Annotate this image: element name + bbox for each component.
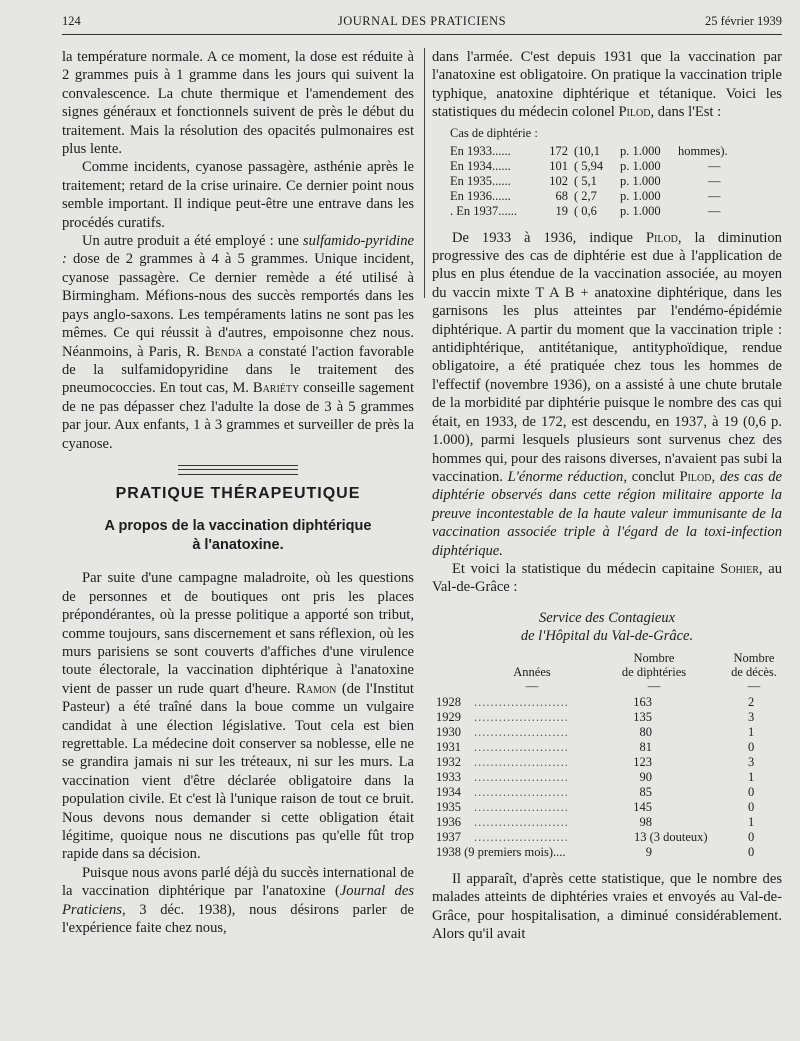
table-title: Service des Contagieux de l'Hôpital du Val-de-Grâce. [520,609,694,644]
quote: , des cas de diphtérie observés dans cette région militaire apporte la preuve incontestable de la haute valeur immunisante de la vaccination associée triple à l'égard de la toxi-infection diphtérique. [432,468,782,559]
stats-count: 68 [555,188,568,203]
col-years: Années [513,664,551,679]
cell-deces: 0 [748,844,755,859]
cell-year: 1936 [436,814,461,829]
stats-unit: p. 1.000 [620,173,661,188]
stats-row [432,159,782,174]
cell-deces: 2 [748,694,755,709]
leader-dots: ....................... [474,769,569,784]
stats-tail: — [708,203,721,218]
cell-year: 1931 [436,739,461,754]
cell-diphteries: 135 [633,709,652,724]
col-dash: — [647,678,661,693]
leader-dots: ....................... [474,709,569,724]
cell-diphteries: 145 [633,799,652,814]
table-row [432,753,782,768]
journal-title: JOURNAL DES PRATICIENS [337,14,507,28]
journal-reference: Journal des Praticiens, [62,883,414,918]
cell-diphteries: 163 [633,694,652,709]
author-name: Pilod [679,468,712,485]
cell-diphteries: 123 [633,754,652,769]
cell-diphteries: 80 [639,724,652,739]
leader-dots: ....................... [474,829,569,844]
stats-label: Cas de diphtérie : [450,125,538,140]
stats-year: . En 1937...... [450,203,518,218]
cell-diphteries: 98 [639,814,652,829]
stats-row [432,189,782,204]
cell-deces: 0 [748,739,755,754]
stats-count: 172 [549,143,568,158]
author-name: Bariéty [252,380,300,397]
author-name: Benda [204,343,243,360]
col-diphteries-1: Nombre [633,650,675,665]
paragraph: De 1933 à 1936, indique Pilod, la diminution progressive des cas de diphtérie est due à l'application de plus en plus étendue de la vaccination associée, au moyen du vaccin mixte T A B + anatoxine diphtérique, dans les garnisons les plus atteintes par l'endémo-épidémie diphtérique. A partir du moment que la vaccination triple : antidiphtérique, antitétanique, antityphoïdique, rendue obligatoire, a été pratiquée chez tous les hommes de l'effectif (novembre 1936), on a assisté à une chute brutale de la morbidité par diphtérie puisque le nombre des cas qui était, en 1933, de 172, est descendu, en 1937, à 19 (0,6 p. 1.000), parmi lesquels plusieurs sont survenus chez des hommes qui, pour des raisons diverses, n'avaient pas subi la vaccination. L'énorme réduction, conclut Pilod, des cas de diphtérie observés dans cette région militaire apporte la preuve incontestable de la haute valeur immunisante de la vaccination associée triple à l'égard de la toxi-infection diphtérique. [432,229,782,559]
cell-diphteries: 13 (3 douteux) [634,829,708,844]
paragraph: Par suite d'une campagne maladroite, où les questions de personnes et de boutiques ont pris les places prépondérantes, où la presse politique a apporté son tribut, comme toujours, sans discernement et sans réflexion, où les murs parisiens se sont couverts d'affiches d'une virulence toute électorale, la vaccination diphtérique à l'anatoxine vient de passer un rude quart d'heure. Ramon (de l'Institut Pasteur) a été traîné dans la boue comme un vulgaire candidat à une élection législative. Tout cela est bien regrettable. La médecine doit conserver sa noblesse, elle ne se grandira jamais ni sur les tréteaux, ni sur les murs. La vaccination vient d'être déclarée obligatoire dans la population civile. Et c'est là l'unique raison de tout ce bruit. Nous devons nous demander si cette obligation était légitime, quoique nous ne discutions pas qu'elle fût trop rapide dans sa décision. [62,570,414,863]
table-row [432,708,782,723]
stats-rate: ( 0,6 [574,203,597,218]
col-dash: — [525,678,539,693]
stats-unit: p. 1.000 [620,158,661,173]
stats-tail: hommes). [678,143,728,158]
author-name: Pilod [645,229,678,246]
stats-count: 19 [555,203,568,218]
col-deces-2: de décès. [731,664,777,679]
stats-unit: p. 1.000 [620,143,661,158]
author-name: Ramon [296,680,337,697]
diphtheria-stats [432,126,782,219]
stats-tail: — [708,188,721,203]
leader-dots: ....................... [474,784,569,799]
leader-dots: ....................... [474,724,569,739]
paragraph: Et voici la statistique du médecin capitaine Sohier, au Val-de-Grâce : [432,560,782,596]
header-rule [62,34,782,35]
cell-year: 1933 [436,769,461,784]
cell-year: 1932 [436,754,461,769]
cell-year: 1930 [436,724,461,739]
author-name: Sohier [720,560,759,577]
table-row [432,798,782,813]
table-row [432,843,782,858]
table-row [432,723,782,738]
table-row [432,783,782,798]
stats-rate: ( 5,1 [574,173,597,188]
issue-date: 25 février 1939 [704,14,782,28]
col-diphteries-2: de diphtéries [621,664,687,679]
cell-diphteries: 90 [639,769,652,784]
cell-deces: 0 [748,799,755,814]
stats-year: En 1933...... [450,143,511,158]
cell-deces: 0 [748,829,755,844]
cell-year: 1938 (9 premiers mois).... [436,844,566,859]
cell-year: 1934 [436,784,461,799]
cell-year: 1937 [436,829,461,844]
stats-row [432,204,782,219]
quote: L'énorme réduction, [507,468,627,485]
cell-diphteries: 85 [639,784,652,799]
section-divider [178,465,298,475]
cell-deces: 1 [748,769,755,784]
cell-deces: 3 [748,709,755,724]
stats-year: En 1936...... [450,188,511,203]
table-row [432,768,782,783]
cell-year: 1929 [436,709,461,724]
stats-row [432,174,782,189]
leader-dots: ....................... [474,739,569,754]
stats-count: 101 [549,158,568,173]
stats-tail: — [708,173,721,188]
table-row [432,813,782,828]
left-column [62,48,414,937]
col-dash: — [747,678,761,693]
paragraph: Comme incidents, cyanose passagère, asthénie après le traitement; retard de la crise urinaire. Ce dernier point nous semble important. Il indique peut-être une entrave dans les procédés curatifs. [62,159,414,231]
leader-dots: ....................... [474,694,569,709]
stats-year: En 1934...... [450,158,511,173]
paragraph: Un autre produit a été employé : une sulfamido-pyridine : dose de 2 grammes à 4 à 5 grammes. Unique incident, cyanose passagère. Ce dernier remède a été utilisé à Birmingham. Méfions-nous des succès remportés dans les pays anglo-saxons. Les tempéraments latins ne sont pas les mêmes. Ce qui réussit à d'autres, empoisonne chez nous. Néanmoins, à Paris, R. Benda a constaté l'action favorable de la sulfamidopyridine dans le traitement des pneumococcies. En tout cas, M. Bariéty conseille sagement de ne pas dépasser chez l'adulte la dose de 3 à 5 grammes par jour. Aux enfants, 1 à 3 grammes et surveiller de près la cyanose. [62,233,414,452]
stats-unit: p. 1.000 [620,188,661,203]
col-deces-1: Nombre [733,650,775,665]
paragraph: la température normale. A ce moment, la dose est réduite à 2 grammes puis à 1 gramme dans les jours qui suivent la convalescence. La chute thermique et l'amendement des signes généraux et fonctionnels suivent de près le début du traitement. Mais la résolution des opacités pulmonaires est plus lente. [62,49,414,158]
cell-diphteries: 9 [645,844,652,859]
cell-deces: 3 [748,754,755,769]
stats-row [432,144,782,159]
cell-deces: 1 [748,724,755,739]
cell-deces: 0 [748,784,755,799]
paragraph: dans l'armée. C'est depuis 1931 que la vaccination par l'anatoxine est obligatoire. On pratique la vaccination triple typhique, anatoxine diphtérique et tétanique. Voici les statistiques du médecin colonel Pilod, dans l'Est : [432,49,782,121]
page-header [62,14,782,34]
paragraph: Il apparaît, d'après cette statistique, que le nombre des malades atteints de diphtéries vraies et envoyés au Val-de-Grâce, pour hospitalisation, a diminué considérablement. Alors qu'il avait [432,870,782,942]
right-column [432,48,782,943]
leader-dots: ....................... [474,799,569,814]
cell-diphteries: 81 [639,739,652,754]
stats-rate: (10,1 [574,143,601,158]
leader-dots: ....................... [474,754,569,769]
section-title: PRATIQUE THÉRAPEUTIQUE [115,484,361,502]
drug-name: sulfamido-pyridine : [62,233,414,268]
table-row [432,693,782,708]
cell-year: 1935 [436,799,461,814]
table-header [432,651,782,693]
article-title: A propos de la vaccination diphtérique à l'anatoxine. [104,518,372,554]
stats-rate: ( 5,94 [574,158,604,173]
column-rule [424,48,425,298]
page-number: 124 [62,14,81,28]
stats-tail: — [708,158,721,173]
cell-year: 1928 [436,694,461,709]
paragraph: Puisque nous avons parlé déjà du succès international de la vaccination diphtérique par l'anatoxine (Journal des Praticiens, 3 déc. 1938), nous désirons parler de l'expérience faite chez nous, [62,864,414,937]
leader-dots: ....................... [474,814,569,829]
table-row [432,738,782,753]
cell-deces: 1 [748,814,755,829]
author-name: Pilod [618,104,651,121]
table-body [432,693,782,858]
stats-unit: p. 1.000 [620,203,661,218]
table-row [432,828,782,843]
stats-rate: ( 2,7 [574,188,597,203]
stats-year: En 1935...... [450,173,511,188]
stats-count: 102 [549,173,568,188]
